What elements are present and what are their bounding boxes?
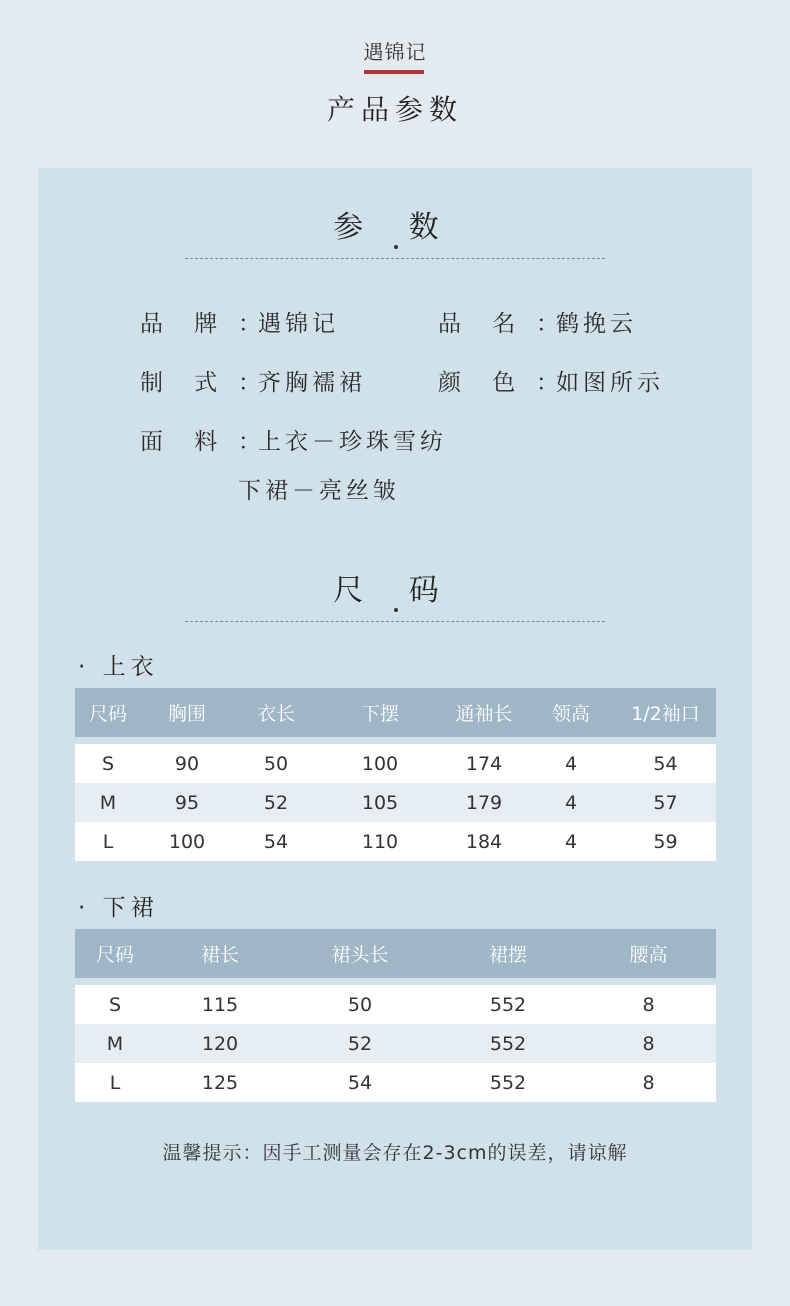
table-cell: 95 bbox=[141, 783, 233, 822]
table-cell: 552 bbox=[435, 1063, 581, 1102]
table-cell: 552 bbox=[435, 1024, 581, 1063]
size-title-dot bbox=[394, 608, 398, 612]
table-cell: 115 bbox=[155, 985, 285, 1024]
param-name-value: 鹤挽云 bbox=[556, 311, 637, 337]
size-section-title: 尺 码 bbox=[333, 573, 457, 608]
table-cell: 50 bbox=[285, 985, 435, 1024]
table-cell: 54 bbox=[285, 1063, 435, 1102]
params-divider bbox=[185, 258, 605, 259]
param-name-label: 品 名 bbox=[438, 311, 528, 337]
table-cell: 4 bbox=[527, 822, 615, 861]
table-row bbox=[75, 822, 716, 861]
brand-label: 遇锦记 bbox=[363, 40, 427, 64]
top-size-header-row bbox=[75, 688, 716, 737]
top-header-chest: 胸围 bbox=[141, 688, 233, 737]
param-fabric bbox=[140, 423, 447, 456]
table-cell: 54 bbox=[615, 744, 716, 783]
params-title-dot bbox=[394, 245, 398, 249]
skirt-size-header-row bbox=[75, 929, 716, 978]
table-cell: S bbox=[75, 744, 141, 783]
table-row bbox=[75, 1024, 716, 1063]
top-size-heading: · 上衣 bbox=[78, 654, 159, 680]
param-style-label: 制 式 bbox=[140, 370, 230, 396]
param-colon: ： bbox=[536, 311, 563, 337]
param-color-label: 颜 色 bbox=[438, 370, 528, 396]
table-cell: 52 bbox=[233, 783, 319, 822]
param-name bbox=[438, 305, 637, 338]
params-section-title: 参 数 bbox=[333, 210, 457, 245]
table-cell: 125 bbox=[155, 1063, 285, 1102]
table-cell: 8 bbox=[581, 985, 716, 1024]
skirt-header-waist-height: 腰高 bbox=[581, 929, 716, 978]
skirt-header-waistband: 裙头长 bbox=[285, 929, 435, 978]
param-brand bbox=[140, 305, 339, 338]
table-cell: 54 bbox=[233, 822, 319, 861]
table-cell: 179 bbox=[441, 783, 527, 822]
table-cell: 4 bbox=[527, 744, 615, 783]
table-cell: 552 bbox=[435, 985, 581, 1024]
top-header-cuff: 1/2袖口 bbox=[615, 688, 716, 737]
measurement-note: 温馨提示：因手工测量会存在2-3cm的误差，请谅解 bbox=[162, 1142, 628, 1164]
table-cell: L bbox=[75, 1063, 155, 1102]
top-size-table bbox=[75, 688, 716, 861]
param-colon: ： bbox=[238, 429, 265, 455]
table-cell: 110 bbox=[319, 822, 441, 861]
table-cell: 100 bbox=[141, 822, 233, 861]
skirt-header-size: 尺码 bbox=[75, 929, 155, 978]
top-header-hem: 下摆 bbox=[319, 688, 441, 737]
table-cell: 52 bbox=[285, 1024, 435, 1063]
top-header-length: 衣长 bbox=[233, 688, 319, 737]
table-row bbox=[75, 744, 716, 783]
table-cell: 100 bbox=[319, 744, 441, 783]
table-cell: S bbox=[75, 985, 155, 1024]
top-header-size: 尺码 bbox=[75, 688, 141, 737]
param-brand-label: 品 牌 bbox=[140, 311, 230, 337]
table-cell: 184 bbox=[441, 822, 527, 861]
skirt-header-hem: 裙摆 bbox=[435, 929, 581, 978]
skirt-header-length: 裙长 bbox=[155, 929, 285, 978]
table-cell: L bbox=[75, 822, 141, 861]
param-colon: ： bbox=[238, 311, 265, 337]
table-row bbox=[75, 783, 716, 822]
table-cell: 8 bbox=[581, 1024, 716, 1063]
table-cell: M bbox=[75, 1024, 155, 1063]
param-colon: ： bbox=[536, 370, 563, 396]
param-color bbox=[438, 364, 664, 397]
table-cell: 50 bbox=[233, 744, 319, 783]
skirt-size-table bbox=[75, 929, 716, 1102]
top-header-collar: 领高 bbox=[527, 688, 615, 737]
param-fabric-label: 面 料 bbox=[140, 429, 230, 455]
table-cell: 90 bbox=[141, 744, 233, 783]
param-style-value: 齐胸襦裙 bbox=[258, 370, 366, 396]
table-cell: 8 bbox=[581, 1063, 716, 1102]
table-row bbox=[75, 1063, 716, 1102]
table-cell: 105 bbox=[319, 783, 441, 822]
table-cell: 59 bbox=[615, 822, 716, 861]
param-fabric-skirt bbox=[238, 472, 400, 505]
table-cell: M bbox=[75, 783, 141, 822]
brand-underline bbox=[364, 70, 424, 74]
table-cell: 174 bbox=[441, 744, 527, 783]
table-row bbox=[75, 985, 716, 1024]
page-title: 产品参数 bbox=[326, 93, 463, 126]
table-cell: 120 bbox=[155, 1024, 285, 1063]
size-divider bbox=[185, 621, 605, 622]
param-brand-value: 遇锦记 bbox=[258, 311, 339, 337]
param-style bbox=[140, 364, 366, 397]
top-header-sleeve: 通袖长 bbox=[441, 688, 527, 737]
param-color-value: 如图所示 bbox=[556, 370, 664, 396]
skirt-size-heading: · 下裙 bbox=[78, 895, 159, 921]
table-cell: 4 bbox=[527, 783, 615, 822]
param-fabric-value-skirt: 下裙－亮丝皱 bbox=[238, 478, 400, 504]
param-colon: ： bbox=[238, 370, 265, 396]
param-fabric-value-top: 上衣－珍珠雪纺 bbox=[258, 429, 447, 455]
table-cell: 57 bbox=[615, 783, 716, 822]
